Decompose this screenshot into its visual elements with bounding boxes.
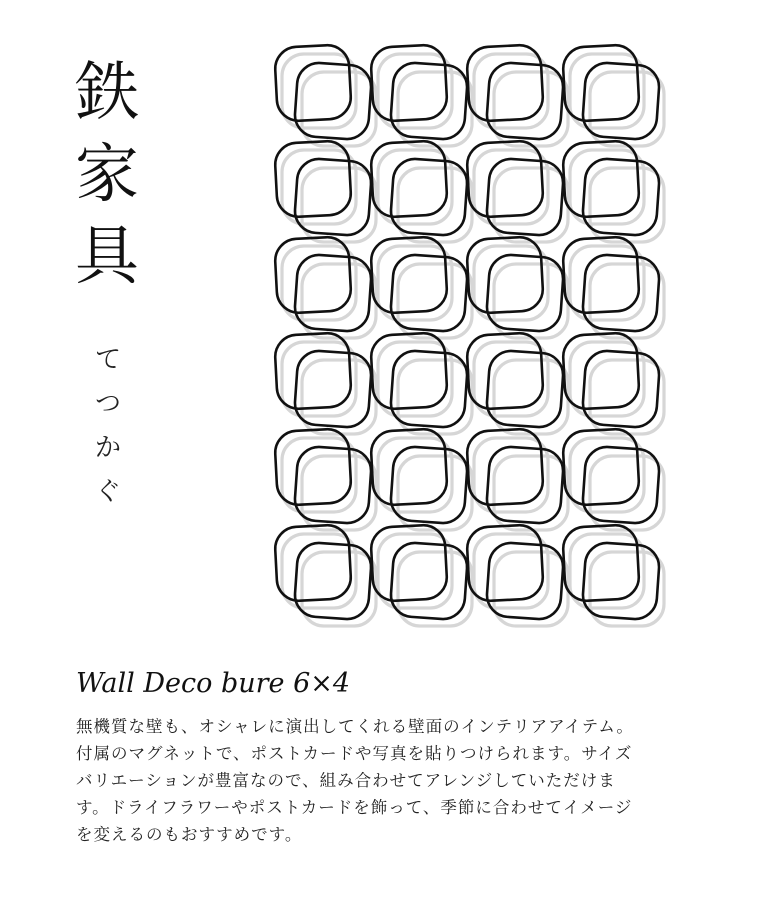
artwork-ring-shadow	[494, 456, 568, 530]
title-kanji	[62, 52, 152, 298]
artwork-ring-shadow	[302, 552, 376, 626]
artwork-ring-shadow	[494, 264, 568, 338]
artwork-ring-shadow	[494, 168, 568, 242]
artwork-ring-shadow	[302, 264, 376, 338]
description-line: を変えるのもおすすめです。	[76, 825, 303, 844]
artwork-ring-shadow	[590, 72, 664, 146]
title-kana-char: か	[94, 433, 121, 463]
artwork-ring-shadow	[302, 168, 376, 242]
artwork-ring-shadow	[494, 72, 568, 146]
artwork-ring-shadow	[494, 360, 568, 434]
title-kana-char: ぐ	[94, 477, 121, 507]
title-kana	[88, 338, 128, 514]
wall-deco-artwork	[262, 36, 682, 636]
artwork-ring-shadow	[398, 168, 472, 242]
product-name: Wall Deco bure 6×4	[76, 668, 351, 699]
artwork-ring-shadow	[302, 360, 376, 434]
artwork-ring-shadow	[590, 360, 664, 434]
description-line: す。ドライフラワーやポストカードを飾って、季節に合わせてイメージ	[76, 798, 633, 817]
artwork-ring-shadow	[302, 72, 376, 146]
artwork-ring-shadow	[398, 360, 472, 434]
title-kana-char: て	[94, 345, 121, 375]
product-description	[76, 713, 726, 848]
title-kanji-char: 具	[75, 220, 139, 294]
description-line: 付属のマグネットで、ポストカードや写真を貼りつけられます。サイズ	[76, 744, 633, 763]
artwork-ring-shadow	[302, 456, 376, 530]
artwork-ring-shadow	[590, 264, 664, 338]
description-line: バリエーションが豊富なので、組み合わせてアレンジしていただけま	[76, 771, 616, 790]
artwork-ring-shadow	[398, 264, 472, 338]
artwork-ring-shadow	[590, 456, 664, 530]
title-kanji-char: 鉄	[75, 56, 139, 130]
artwork-ring-shadow	[590, 168, 664, 242]
description-line: 無機質な壁も、オシャレに演出してくれる壁面のインテリアアイテム。	[76, 717, 634, 736]
title-kanji-char: 家	[75, 138, 139, 212]
artwork-ring-shadow	[398, 552, 472, 626]
artwork-ring-shadow	[398, 72, 472, 146]
artwork-ring-shadow	[590, 552, 664, 626]
artwork-ring-shadow	[398, 456, 472, 530]
title-kana-char: つ	[94, 389, 121, 419]
artwork-ring-shadow	[494, 552, 568, 626]
